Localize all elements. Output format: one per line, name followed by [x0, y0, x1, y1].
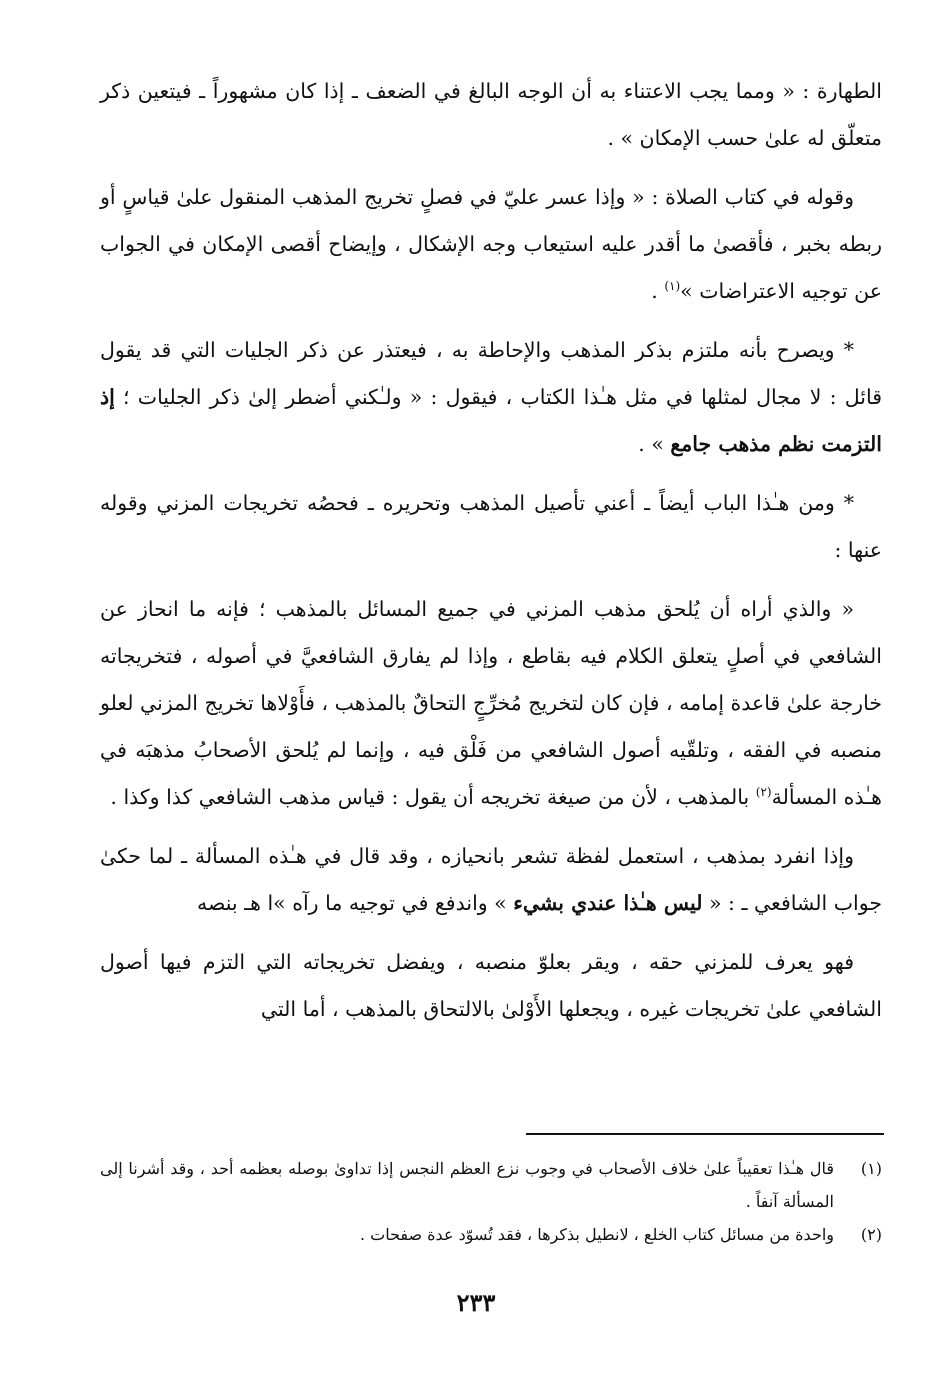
paragraph-5 — [100, 586, 882, 821]
footnote-ref-2[interactable]: (٢) — [755, 785, 772, 800]
paragraph-2-end: . — [651, 279, 665, 303]
paragraph-4-text: * ومن هـٰذا الباب أيضاً ـ أعني تأصيل المذهب وتحريره ـ فحصُه تخريجات المزني وقوله عنها : — [100, 491, 882, 562]
footnote-2-text: واحدة من مسائل كتاب الخلع ، لانطيل بذكرها ، فقد تُسوّد عدة صفحات . — [359, 1225, 834, 1244]
paragraph-5-text: « والذي أراه أن يُلحق مذهب المزني في جميع المسائل بالمذهب ؛ فإنه ما انحاز عن الشافعي في أصلٍ يتعلق الكلام فيه بقاطع ، وإذا لم يفارق الشافعيَّ في أصوله ، فتخريجاته خارجة علىٰ قاعدة إمامه ، فإن كان لتخريج مُخرِّجٍ التحاقٌ بالمذهب ، فأَوْلاها تخريج المزني لعلو منصبه في الفقه ، وتلقّيه أصول الشافعي من فَلْق فيه ، وإنما لم يُلحق الأصحابُ مذهبَه في هـٰذه المسألة — [100, 597, 882, 809]
footnote-divider — [526, 1133, 884, 1135]
paragraph-6-text: وإذا انفرد بمذهب ، استعمل لفظة تشعر بانحيازه ، وقد قال في هـٰذه المسألة ـ لما حكىٰ جواب الشافعي ـ : « — [100, 844, 882, 915]
paragraph-3 — [100, 327, 882, 468]
paragraph-5-end: بالمذهب ، لأن من صيغة تخريجه أن يقول : قياس مذهب الشافعي كذا وكذا . — [110, 785, 756, 809]
paragraph-1-text: الطهارة : « ومما يجب الاعتناء به أن الوجه البالغ في الضعف ـ إذا كان مشهوراً ـ فيتعين ذكر متعلّق له علىٰ حسب الإمكان » . — [100, 79, 882, 150]
footnote-2-number: (٢) — [860, 1225, 882, 1244]
paragraph-4 — [100, 480, 882, 574]
footnote-1 — [100, 1152, 882, 1218]
footnotes — [100, 1152, 882, 1251]
paragraph-3-bold-quote: إذ التزمت نظم مذهب جامع — [100, 385, 882, 456]
paragraph-2 — [100, 174, 882, 315]
footnote-ref-1[interactable]: (١) — [664, 279, 681, 294]
paragraph-1 — [100, 68, 882, 162]
paragraph-7-text: فهو يعرف للمزني حقه ، ويقر بعلوّ منصبه ، ويفضل تخريجاته التي التزم فيها أصول الشافعي علىٰ تخريجات غيره ، ويجعلها الأَوْلىٰ بالالتحاق بالمذهب ، أما التي — [100, 950, 882, 1021]
paragraph-2-text: وقوله في كتاب الصلاة : « وإذا عسر عليّ في فصلٍ تخريج المذهب المنقول علىٰ قياسٍ أو ربطه بخبر ، فأقصىٰ ما أقدر عليه استيعاب وجه الإشكال ، وإيضاح أقصى الإمكان في الجواب عن توجيه الاعتراضات » — [100, 185, 882, 303]
main-text — [100, 68, 882, 1045]
page-number: ٢٣٣ — [456, 1288, 496, 1317]
paragraph-3-end: » . — [638, 432, 671, 456]
footnote-2 — [100, 1218, 882, 1251]
footnote-1-text: قال هـٰذا تعقيباً علىٰ خلاف الأصحاب في وجوب نزع العظم النجس إذا تداوىٰ بوصله بعظمه أحد ، وقد أشرنا إلى المسألة آنفاً . — [100, 1159, 834, 1211]
paragraph-6-bold-quote: ليس هـٰذا عندي بشيء — [513, 891, 703, 915]
paragraph-7 — [100, 939, 882, 1033]
paragraph-6 — [100, 833, 882, 927]
paragraph-6-end: » واندفع في توجيه ما رآه »ا هـ بنصه — [196, 891, 514, 915]
footnote-1-number: (١) — [860, 1159, 882, 1178]
paragraph-3-text: * ويصرح بأنه ملتزم بذكر المذهب والإحاطة به ، فيعتذر عن ذكر الجليات التي قد يقول قائل : لا مجال لمثلها في مثل هـٰذا الكتاب ، فيقول : « ولـٰكني أضطر إلىٰ ذكر الجليات ؛ — [100, 338, 882, 409]
